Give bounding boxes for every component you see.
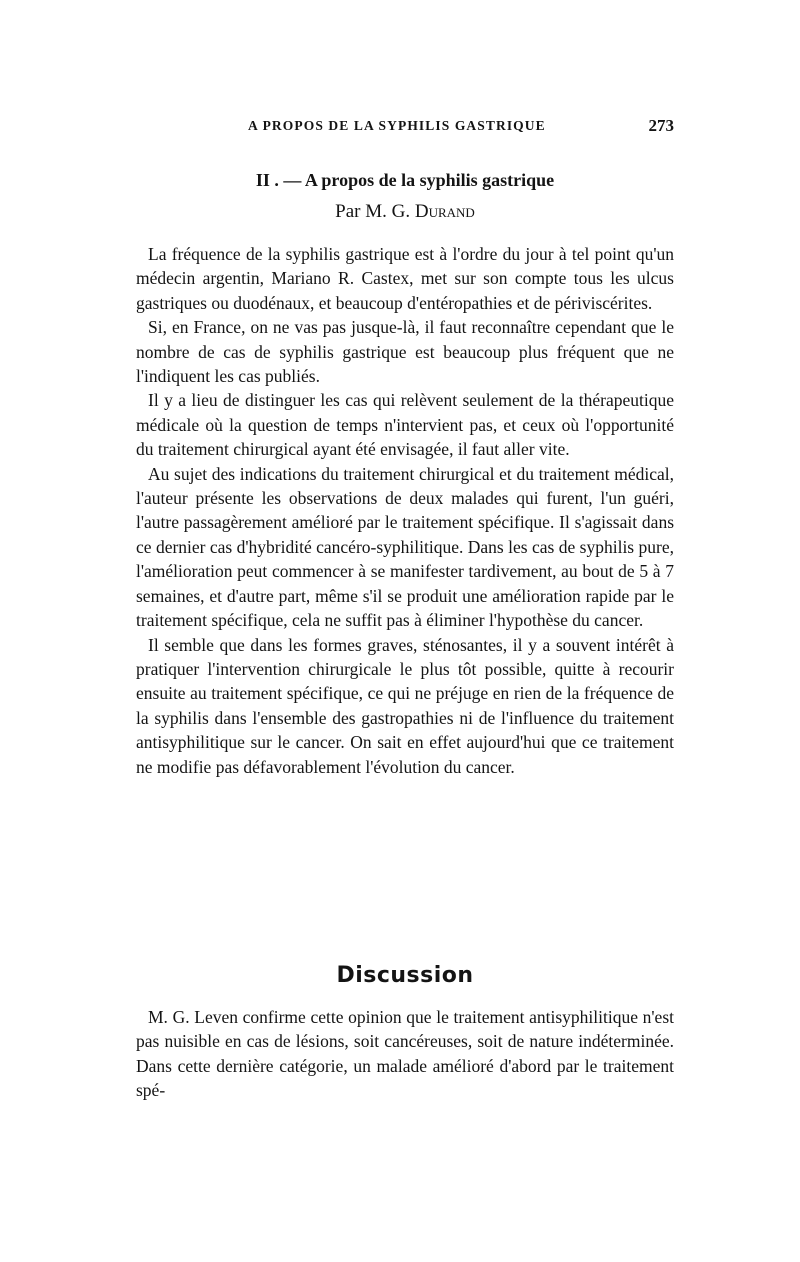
discussion-heading: Discussion xyxy=(336,963,474,988)
discussion-body xyxy=(136,1005,674,1103)
paragraph: Au sujet des indications du traitement chirurgical et du traitement médical, l'auteur présente les observations de deux malades qui furent, l'un guéri, l'autre passagèrement amélioré par le traitement spécifique. Il s'agissait dans ce dernier cas d'hybridité cancéro-syphilitique. Dans les cas de syphilis pure, l'amélioration peut commencer à se manifester tardivement, au bout de 5 à 7 semaines, et d'autre part, même s'il se produit une amélioration rapide par le traitement spécifique, cela ne suffit pas à éliminer l'hypothèse du cancer. xyxy=(136,463,674,631)
article-heading: II . — A propos de la syphilis gastrique xyxy=(255,170,555,190)
paragraph: La fréquence de la syphilis gastrique est à l'ordre du jour à tel point qu'un médecin argentin, Mariano R. Castex, met sur son compte tous les ulcus gastriques ou duodénaux, et beaucoup d'entéropathies et de périviscérites. xyxy=(136,244,674,313)
paragraph: M. G. Leven confirme cette opinion que le traitement antisyphilitique n'est pas nuisible en cas de lésions, soit cancéreuses, soit de nature indéterminée. Dans cette dernière catégorie, un malade amélioré d'abord par le traitement spé- xyxy=(136,1007,674,1101)
paragraph: Si, en France, on ne vas pas jusque-là, il faut reconnaître cependant que le nombre de cas de syphilis gastrique est beaucoup plus fréquent que ne l'indiquent les cas publiés. xyxy=(136,317,674,387)
author-name: Durand xyxy=(414,201,475,222)
article-body xyxy=(136,242,674,779)
paragraph: Il semble que dans les formes graves, sténosantes, il y a souvent intérêt à pratiquer l'intervention chirurgicale le plus tôt possible, quitte à recourir ensuite au traitement spécifique, ce qui ne préjuge en rien de la fréquence de la syphilis dans l'ensemble des gastropathies ni de l'influence du traitement antisyphilitique sur le cancer. On sait en effet aujourd'hui que ce traitement ne modifie pas défavorablement l'évolution du cancer. xyxy=(136,634,674,777)
page-number: 273 xyxy=(648,116,674,135)
running-title: A PROPOS DE LA SYPHILIS GASTRIQUE xyxy=(248,118,546,133)
paragraph: Il y a lieu de distinguer les cas qui relèvent seulement de la thérapeutique médicale où la question de temps n'intervient pas, et ceux où l'opportunité du traitement chirurgical ayant été envisagée, il faut aller vite. xyxy=(136,390,674,460)
author-prefix: Par M. G. xyxy=(335,201,415,222)
running-header xyxy=(136,116,674,138)
author-line xyxy=(136,201,674,223)
